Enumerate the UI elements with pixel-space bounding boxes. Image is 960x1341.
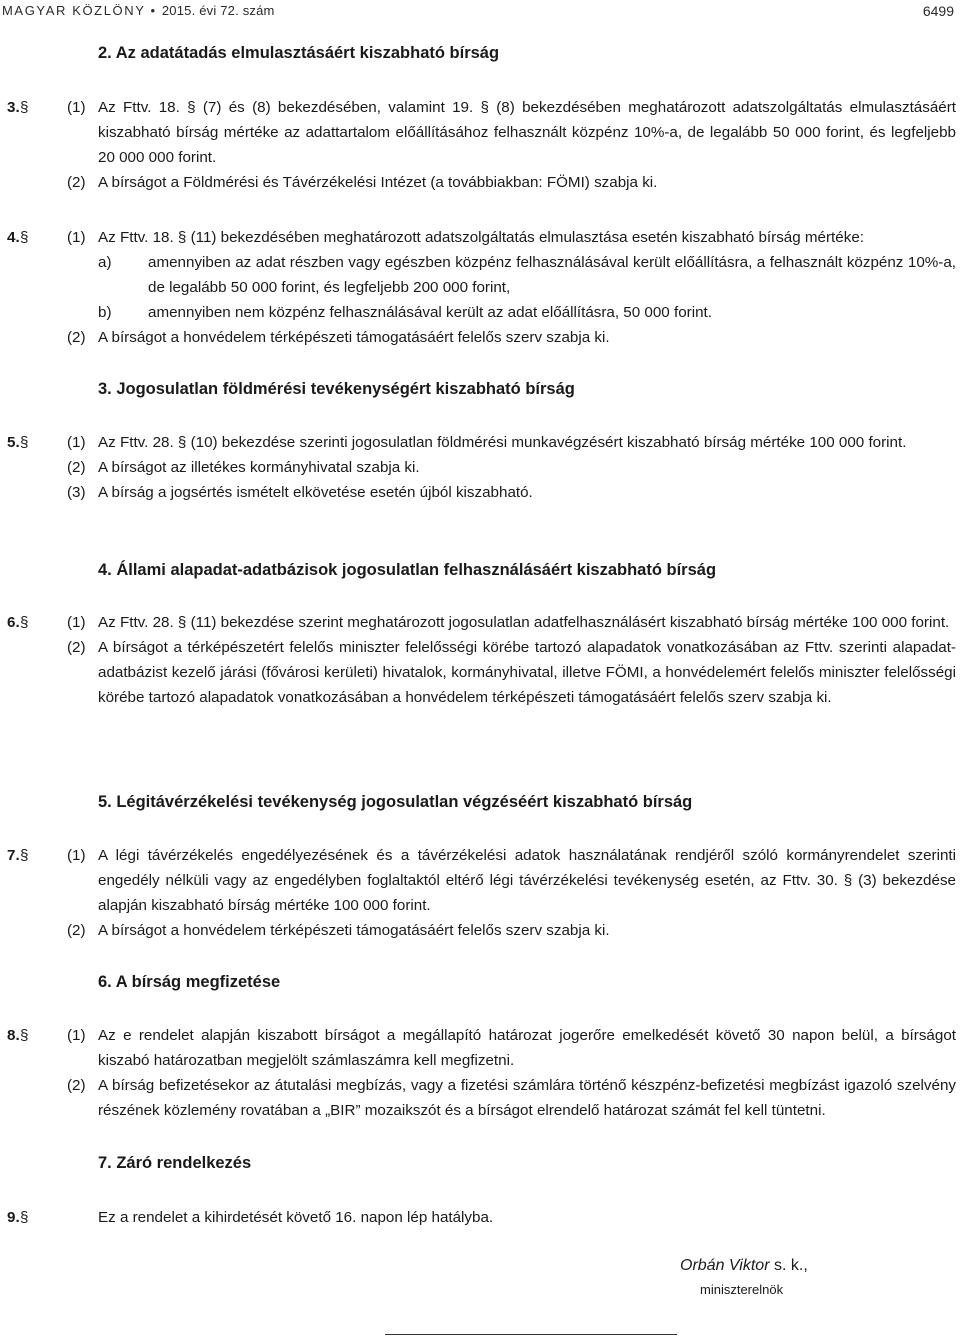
- item-letter: b): [98, 304, 112, 321]
- subsection-text: A bírságot a térképészetért felelős miniszter felelősségi körébe tartozó alapadatok vonatkozásában az Fttv. szerinti alapadat-adatbázist kezelő járási (fővárosi kerületi) hivatalok, kormányhivatal, illetve FÖMI, a honvédelemért felelős miniszter felelősségi körébe tartozó alapadatok vonatkozásában a honvédelem térképészeti támogatásáért felelős szerv szabja ki.: [98, 639, 956, 706]
- subsection-text: Az e rendelet alapján kiszabott bírságot a megállapító határozat jogerőre emelkedését követő 30 napon belül, a bírságot kiszabó határozatban megjelölt számlaszámra kell megfizetni.: [98, 1027, 956, 1069]
- paragraph-9: [7, 1205, 956, 1230]
- paragraph-number: 9.: [7, 1209, 20, 1226]
- section-sign: §: [20, 229, 29, 246]
- signatory-role: miniszterelnök: [700, 1282, 784, 1297]
- subsection-number: (1): [67, 99, 86, 116]
- subsection-number: (2): [67, 174, 86, 191]
- signatory-name: Orbán Viktor: [680, 1257, 770, 1274]
- subsection-text: Az Fttv. 28. § (10) bekezdése szerinti jogosulatlan földmérési munkavégzésért kiszabható bírság mértéke 100 000 forint.: [98, 434, 907, 451]
- subsection: [7, 480, 956, 505]
- subsection-text: A bírság a jogsértés ismételt elkövetése esetén újból kiszabható.: [98, 484, 533, 501]
- subsection-number: (2): [67, 1077, 86, 1094]
- subsection: [7, 610, 956, 635]
- section-sign: §: [20, 847, 29, 864]
- paragraph-6: [7, 610, 956, 710]
- section-title-5: 5. Légitávérzékelési tevékenység jogosulatlan végzéséért kiszabható bírság: [98, 793, 693, 811]
- paragraph-3: [7, 95, 956, 195]
- subsection-number: (1): [67, 1027, 86, 1044]
- subsection-number: (2): [67, 639, 86, 656]
- section-title-7: 7. Záró rendelkezés: [98, 1154, 252, 1172]
- subsection-text: A légi távérzékelés engedélyezésének és a távérzékelési adatok használatának rendjéről szóló kormányrendelet szerinti engedély nélküli vagy az engedélyben foglaltaktól eltérő légi távérzékelési tevékenység esetén, az Fttv. 30. § (3) bekezdése alapján kiszabható bírság mértéke 100 000 forint.: [98, 847, 956, 914]
- subsection-text: A bírság befizetésekor az átutalási megbízás, vagy a fizetési számlára történő készpénz-befizetési megbízást igazoló szelvény részének közlemény rovatában a „BIR” mozaikszót és a bírságot elrendelő határozat számát fel kell tüntetni.: [98, 1077, 956, 1119]
- section-title-4: 4. Állami alapadat-adatbázisok jogosulatlan felhasználásáért kiszabható bírság: [98, 561, 717, 579]
- signature-suffix: s. k.,: [769, 1257, 808, 1274]
- item-text: amennyiben nem közpénz felhasználásával került az adat előállításra, 50 000 forint.: [148, 304, 712, 321]
- subsection: [7, 430, 956, 455]
- paragraph-text: Ez a rendelet a kihirdetését követő 16. napon lép hatályba.: [98, 1209, 494, 1226]
- subsection: [7, 1023, 956, 1073]
- subsection-number: (3): [67, 484, 86, 501]
- subsection: [7, 843, 956, 918]
- paragraph-number: 4.: [7, 229, 20, 246]
- subsection-text: A bírságot az illetékes kormányhivatal szabja ki.: [98, 459, 420, 476]
- section-title-2: 2. Az adatátadás elmulasztásáért kiszabható bírság: [98, 44, 500, 62]
- subsection-number: (1): [67, 434, 86, 451]
- page-header: [2, 0, 954, 22]
- section-sign: §: [20, 1027, 29, 1044]
- subsection: [7, 170, 956, 195]
- subsection-text: A bírságot a Földmérési és Távérzékelési Intézet (a továbbiakban: FÖMI) szabja ki.: [98, 174, 658, 191]
- subsection: [7, 95, 956, 170]
- signature: [680, 1257, 808, 1275]
- list-item: [7, 250, 956, 300]
- paragraph-7: [7, 843, 956, 943]
- subsection-number: (1): [67, 847, 86, 864]
- journal-title: MAGYAR KÖZLÖNY • 2015. évi 72. szám: [2, 3, 275, 18]
- subsection-number: (2): [67, 329, 86, 346]
- subsection-number: (1): [67, 229, 86, 246]
- subsection-number: (2): [67, 922, 86, 939]
- item-letter: a): [98, 254, 112, 271]
- paragraph-text-wrap: [7, 1205, 956, 1230]
- subsection: [7, 325, 956, 350]
- section-title-6: 6. A bírság megfizetése: [98, 973, 281, 991]
- subsection-text: Az Fttv. 18. § (11) bekezdésében meghatározott adatszolgáltatás elmulasztása esetén kiszabható bírság mértéke:: [98, 229, 864, 246]
- subsection-text: Az Fttv. 18. § (7) és (8) bekezdésében, valamint 19. § (8) bekezdésében meghatározott adatszolgáltatás elmulasztásáért kiszabható bírság mértéke az adattartalom előállításához felhasznált közpénz 10%-a, de legalább 50 000 forint, és legfeljebb 20 000 000 forint.: [98, 99, 956, 166]
- section-sign: §: [20, 614, 29, 631]
- list-item: [7, 300, 956, 325]
- subsection: [7, 918, 956, 943]
- subsection-number: (2): [67, 459, 86, 476]
- subsection: [7, 635, 956, 710]
- issue-number: 2015. évi 72. szám: [161, 3, 275, 18]
- page-number: 6499: [922, 3, 954, 19]
- paragraph-5: [7, 430, 956, 505]
- footer-divider: [385, 1334, 677, 1335]
- paragraph-number: 3.: [7, 99, 20, 116]
- paragraph-number: 6.: [7, 614, 20, 631]
- paragraph-number: 8.: [7, 1027, 20, 1044]
- paragraph-8: [7, 1023, 956, 1123]
- paragraph-number: 7.: [7, 847, 20, 864]
- paragraph-4: [7, 225, 956, 350]
- subsection: [7, 455, 956, 480]
- section-sign: §: [20, 99, 29, 116]
- subsection-number: (1): [67, 614, 86, 631]
- section-sign: §: [20, 434, 29, 451]
- section-sign: §: [20, 1209, 29, 1226]
- paragraph-number: 5.: [7, 434, 20, 451]
- subsection-text: A bírságot a honvédelem térképészeti támogatásáért felelős szerv szabja ki.: [98, 329, 610, 346]
- subsection: [7, 225, 956, 250]
- section-title-3: 3. Jogosulatlan földmérési tevékenységért kiszabható bírság: [98, 380, 575, 398]
- subsection-text: A bírságot a honvédelem térképészeti támogatásáért felelős szerv szabja ki.: [98, 922, 610, 939]
- subsection: [7, 1073, 956, 1123]
- item-text: amennyiben az adat részben vagy egészben közpénz felhasználásával került előállításra, a felhasznált közpénz 10%-a, de legalább 50 000 forint, és legfeljebb 200 000 forint,: [148, 254, 956, 296]
- subsection-text: Az Fttv. 28. § (11) bekezdése szerint meghatározott jogosulatlan adatfelhasználásért kiszabható bírság mértéke 100 000 forint.: [98, 614, 950, 631]
